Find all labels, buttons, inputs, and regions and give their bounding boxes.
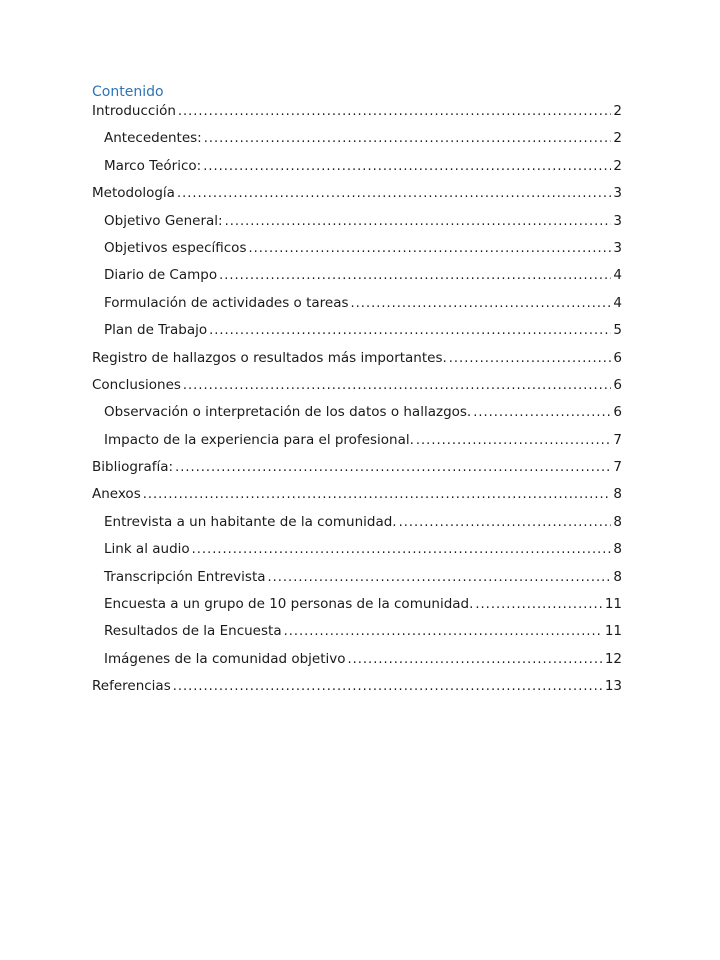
toc-entry[interactable] [92,265,622,292]
toc-dot-leader [248,239,611,259]
toc-dot-leader [178,102,612,122]
toc-entry-text: Objetivos específicos [104,239,247,256]
toc-entry-text: Introducción [92,103,176,119]
toc-entry[interactable] [92,183,622,210]
toc-entry-text: Antecedentes: [104,130,202,147]
toc-entry-page-number: 2 [613,157,622,174]
toc-dot-leader [351,294,612,314]
toc-entry[interactable] [92,512,622,539]
toc-entry-text: Impacto de la experiencia para el profesional. [104,431,414,448]
toc-entry-page-number: 7 [613,459,622,476]
toc-entry-page-number: 8 [613,541,622,558]
toc-entry[interactable] [92,457,622,484]
toc-dot-leader [219,266,611,286]
toc-entry-text: Objetivo General: [104,212,223,229]
toc-entry[interactable] [92,211,622,238]
toc-dot-leader [348,650,603,670]
toc-entry-page-number: 11 [604,596,622,613]
toc-entry-text: Conclusiones [92,376,181,393]
toc-dot-leader [209,321,611,341]
toc-entry-page-number: 4 [613,267,622,284]
toc-entry[interactable] [92,567,622,594]
toc-entry[interactable] [92,348,622,375]
toc-entry[interactable] [92,402,622,429]
toc-entry-page-number: 3 [613,239,622,256]
toc-entry-page-number: 7 [613,431,622,448]
toc-entry-text: Resultados de la Encuesta [104,623,282,640]
table-of-contents [92,84,622,704]
toc-entry[interactable] [92,375,622,402]
toc-entry[interactable] [92,320,622,347]
toc-entry-text: Entrevista a un habitante de la comunidad. [104,513,397,530]
toc-entry-page-number: 3 [613,212,622,229]
toc-entry-page-number: 2 [613,130,622,147]
toc-dot-leader [177,184,611,204]
toc-entry-page-number: 8 [613,513,622,530]
toc-entry-page-number: 5 [613,322,622,339]
toc-entry-page-number: 6 [613,349,622,366]
toc-dot-leader [203,157,611,177]
toc-entry-text: Marco Teórico: [104,157,202,174]
toc-entry-page-number: 8 [613,486,622,503]
toc-list [92,101,622,704]
toc-entry-text: Formulación de actividades o tareas [104,294,349,311]
toc-entry-text: Metodología [92,185,175,202]
toc-entry-page-number: 11 [604,623,622,640]
toc-dot-leader [268,568,612,588]
toc-dot-leader [284,622,603,642]
toc-entry-text: Link al audio [104,541,190,558]
toc-entry[interactable] [92,156,622,183]
toc-entry[interactable] [92,539,622,566]
toc-entry[interactable] [92,238,622,265]
toc-entry-page-number: 2 [613,103,622,119]
toc-entry[interactable] [92,293,622,320]
toc-entry[interactable] [92,621,622,648]
toc-entry-page-number: 6 [613,376,622,393]
toc-dot-leader [399,513,612,533]
toc-entry[interactable] [92,676,622,703]
toc-entry-text: Transcripción Entrevista [104,568,266,585]
toc-dot-leader [192,540,612,560]
toc-entry-text: Observación o interpretación de los datos o hallazgos. [104,404,472,421]
toc-entry-text: Anexos [92,486,141,503]
toc-entry-text: Encuesta a un grupo de 10 personas de la comunidad. [104,596,474,613]
toc-entry[interactable] [92,484,622,511]
toc-entry-page-number: 4 [613,294,622,311]
toc-entry-page-number: 8 [613,568,622,585]
toc-entry-page-number: 6 [613,404,622,421]
toc-dot-leader [473,403,611,423]
toc-entry-text: Bibliografía: [92,459,174,476]
toc-dot-leader [449,349,612,369]
toc-dot-leader [175,458,611,478]
toc-entry[interactable] [92,128,622,155]
toc-entry[interactable] [92,649,622,676]
toc-entry[interactable] [92,101,622,128]
toc-entry-page-number: 12 [604,650,622,667]
toc-dot-leader [204,129,612,149]
toc-entry[interactable] [92,594,622,621]
toc-dot-leader [173,677,603,697]
toc-dot-leader [225,212,612,232]
toc-entry[interactable] [92,430,622,457]
toc-entry-page-number: 3 [613,185,622,202]
toc-dot-leader [416,431,611,451]
toc-entry-text: Imágenes de la comunidad objetivo [104,650,346,667]
toc-title: Contenido [92,84,164,100]
toc-dot-leader [183,376,611,396]
toc-entry-text: Referencias [92,678,171,695]
toc-entry-text: Plan de Trabajo [104,322,208,339]
toc-dot-leader [143,485,612,505]
toc-entry-text: Registro de hallazgos o resultados más importantes. [92,349,447,366]
toc-entry-text: Diario de Campo [104,267,218,284]
toc-entry-page-number: 13 [604,678,622,695]
toc-dot-leader [475,595,602,615]
